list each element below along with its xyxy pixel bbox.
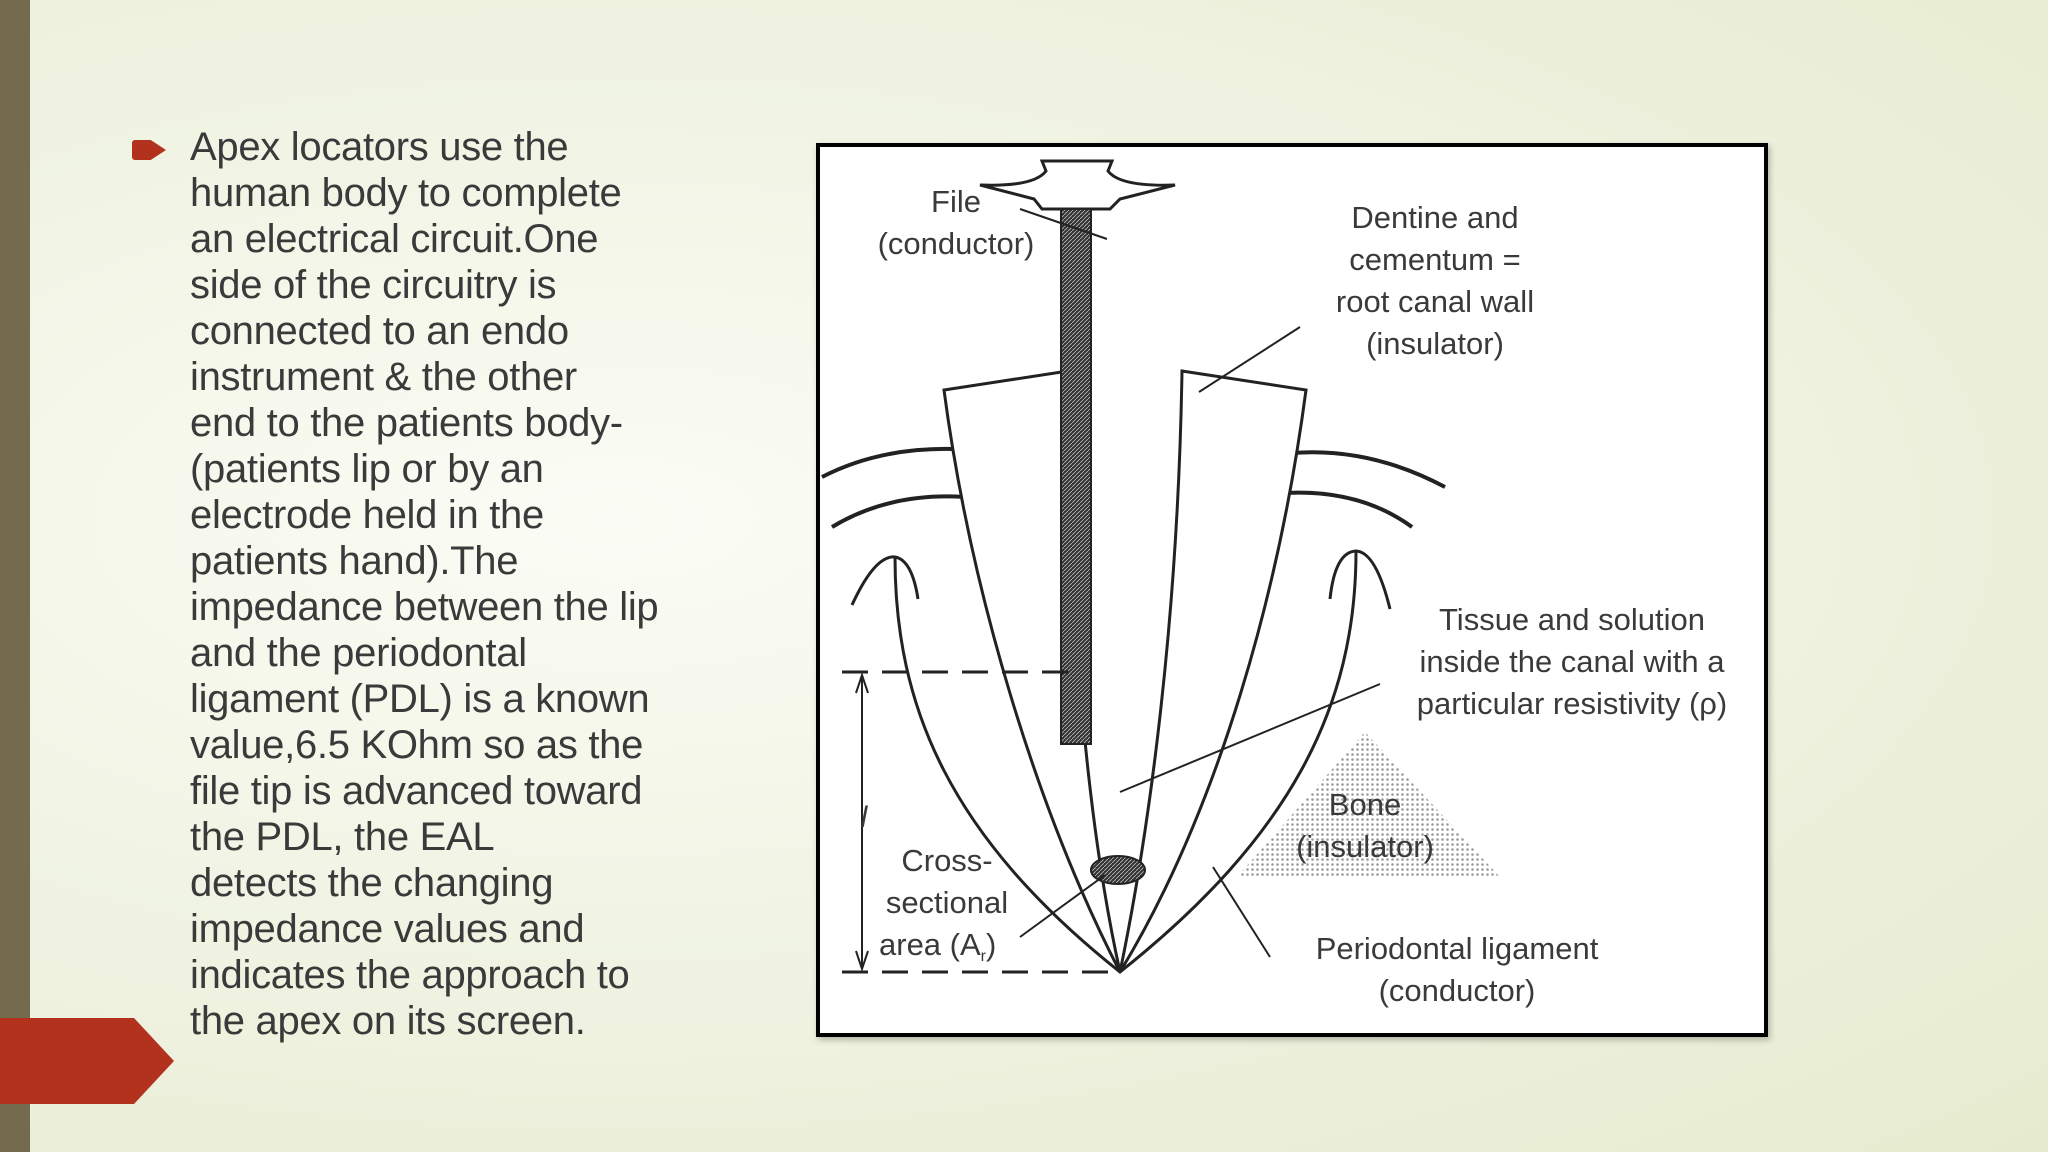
gum-left-lower [832,496,965,527]
cross-section-label-line1: Cross- [901,843,993,878]
bullet-arrow-icon [132,140,166,160]
bone-crest-left [852,557,918,605]
bone-label-line2: (insulator) [1296,829,1434,864]
tissue-label-line2: inside the canal with a [1419,644,1725,679]
cross-section-label-line3: area (Ar) [879,927,997,965]
bone-crest-right [1330,551,1390,609]
file-label-line2: (conductor) [877,226,1035,261]
file-label-line1: File [931,184,981,219]
bullet-list [132,124,732,1044]
gum-right-upper [1292,452,1445,487]
dentine-label-line4: (insulator) [1366,326,1504,361]
pdl-leader [1213,867,1270,957]
dentine-label-line2: cementum = [1349,242,1521,277]
cross-section-label-line2: sectional [885,885,1009,920]
tissue-label-line1: Tissue and solution [1439,602,1705,637]
dentine-label-line1: Dentine and [1351,200,1519,235]
bullet-text: Apex locators use the human body to complete an electrical circuit.One side of the circuitry is connected to an endo instrument & the other end to the patients body- (patients lip or by an electrode held in the patients hand).The impedance between the lip and the periodontal ligament (PDL) is a known value,6.5 KOhm so as the file tip is advanced toward the PDL, the EAL detects the changing impedance values and indicates the approach to the apex on its screen. [190,125,659,1043]
dentine-label-line3: root canal wall [1335,284,1535,319]
tissue-label-line3: particular resistivity (ρ) [1416,686,1728,721]
left-accent-strip [0,0,30,1152]
pdl-label-line2: (conductor) [1378,973,1536,1008]
pdl-label-line1: Periodontal ligament [1315,931,1599,966]
file-shaft [1061,209,1091,744]
file-handle [980,161,1175,209]
gum-left-upper [822,449,955,477]
gum-right-lower [1285,493,1412,527]
diagram-svg [820,147,1764,1033]
length-symbol: l [860,801,868,834]
apex-locator-diagram [816,143,1768,1037]
bone-label-line1: Bone [1328,787,1402,822]
root-wall-right [1120,371,1306,972]
